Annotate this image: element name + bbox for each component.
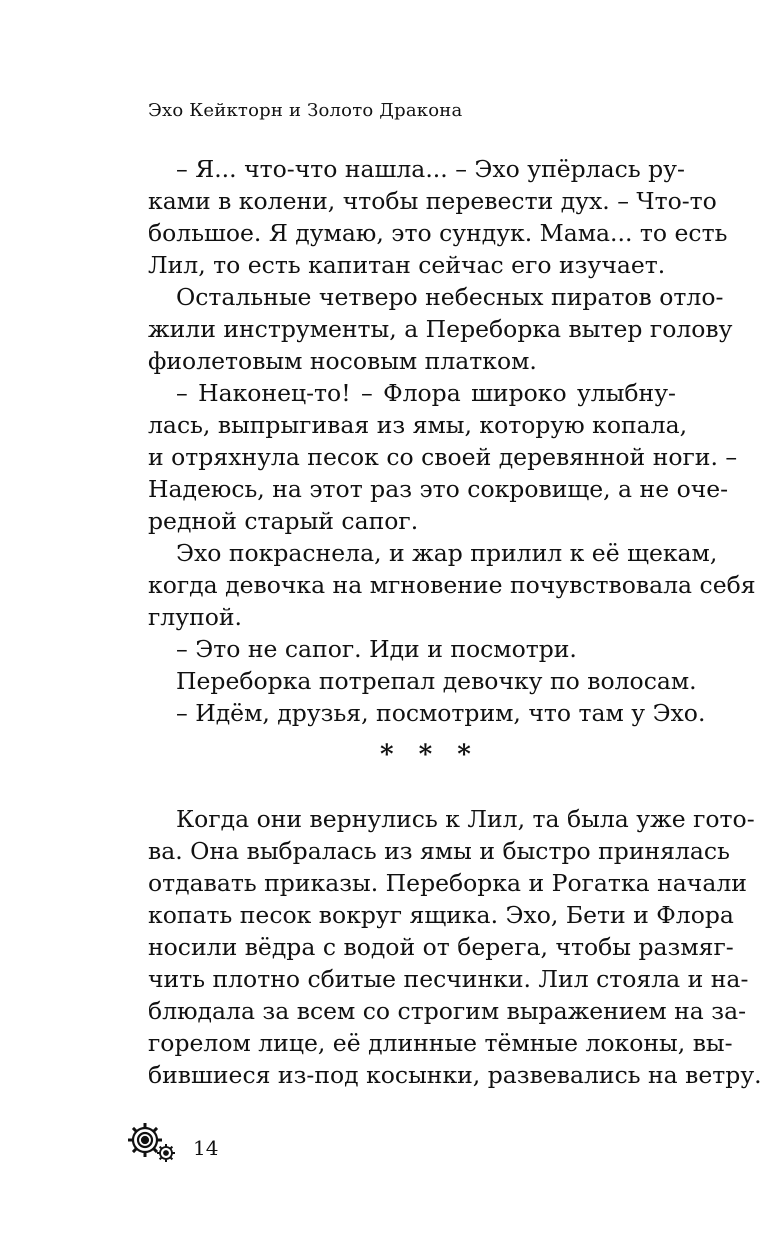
text-line: лась, выпрыгивая из ямы, которую копала, — [148, 411, 688, 439]
text-line: глупой. — [148, 603, 243, 631]
text-line: и отряхнула песок со своей деревянной ноги. – — [148, 443, 738, 471]
text-line: – Наконец-то! – Флора широко улыбну- — [176, 379, 676, 407]
text-line: редной старый сапог. — [148, 507, 419, 535]
text-line: ками в колени, чтобы перевести дух. – Что-то — [148, 187, 717, 215]
text-line: Остальные четверо небесных пиратов отло- — [176, 283, 724, 311]
text-line: Лил, то есть капитан сейчас его изучает. — [148, 251, 666, 279]
text-line: жили инструменты, а Переборка вытер голову — [148, 315, 733, 343]
text-line: носили вёдра с водой от берега, чтобы размяг- — [148, 933, 734, 961]
paragraph — [148, 803, 762, 1091]
text-line: блюдала за всем со строгим выражением на за- — [148, 997, 747, 1025]
text-line: – Это не сапог. Иди и посмотри. — [176, 635, 577, 663]
page-footer — [125, 1120, 218, 1164]
paragraph — [148, 537, 756, 633]
text-line: Когда они вернулись к Лил, та была уже гото- — [176, 805, 755, 833]
text-line: копать песок вокруг ящика. Эхо, Бети и Флора — [148, 901, 734, 929]
paragraph — [148, 377, 738, 537]
text-line: чить плотно сбитые песчинки. Лил стояла и на- — [148, 965, 749, 993]
page-number: 14 — [193, 1136, 219, 1160]
text-line: отдавать приказы. Переборка и Рогатка начали — [148, 869, 747, 897]
running-header: Эхо Кейкторн и Золото Дракона — [148, 100, 463, 121]
text-block-1 — [148, 153, 756, 729]
text-line: большое. Я думаю, это сундук. Мама... то есть — [148, 219, 728, 247]
gear-ornament-icon — [125, 1120, 187, 1164]
text-line: – Идём, друзья, посмотрим, что там у Эхо. — [176, 699, 706, 727]
text-line: Эхо покраснела, и жар прилил к её щекам, — [176, 539, 718, 567]
paragraph — [148, 697, 706, 729]
text-line: когда девочка на мгновение почувствовала себя — [148, 571, 756, 599]
text-line: горелом лице, её длинные тёмные локоны, вы- — [148, 1029, 733, 1057]
text-line: бившиеся из-под косынки, развевались на ветру. — [148, 1061, 762, 1089]
text-line: Надеюсь, на этот раз это сокровище, а не оче- — [148, 475, 729, 503]
paragraph — [148, 281, 733, 377]
section-separator: * * * — [380, 740, 479, 770]
paragraph — [148, 633, 676, 665]
text-block-2 — [148, 803, 762, 1091]
text-line: фиолетовым носовым платком. — [148, 347, 537, 375]
paragraph — [148, 665, 697, 697]
text-line: Переборка потрепал девочку по волосам. — [176, 667, 697, 695]
text-line: ва. Она выбралась из ямы и быстро принялась — [148, 837, 730, 865]
paragraph — [148, 153, 728, 281]
text-line: – Я... что-что нашла... – Эхо упёрлась ру- — [176, 155, 685, 183]
